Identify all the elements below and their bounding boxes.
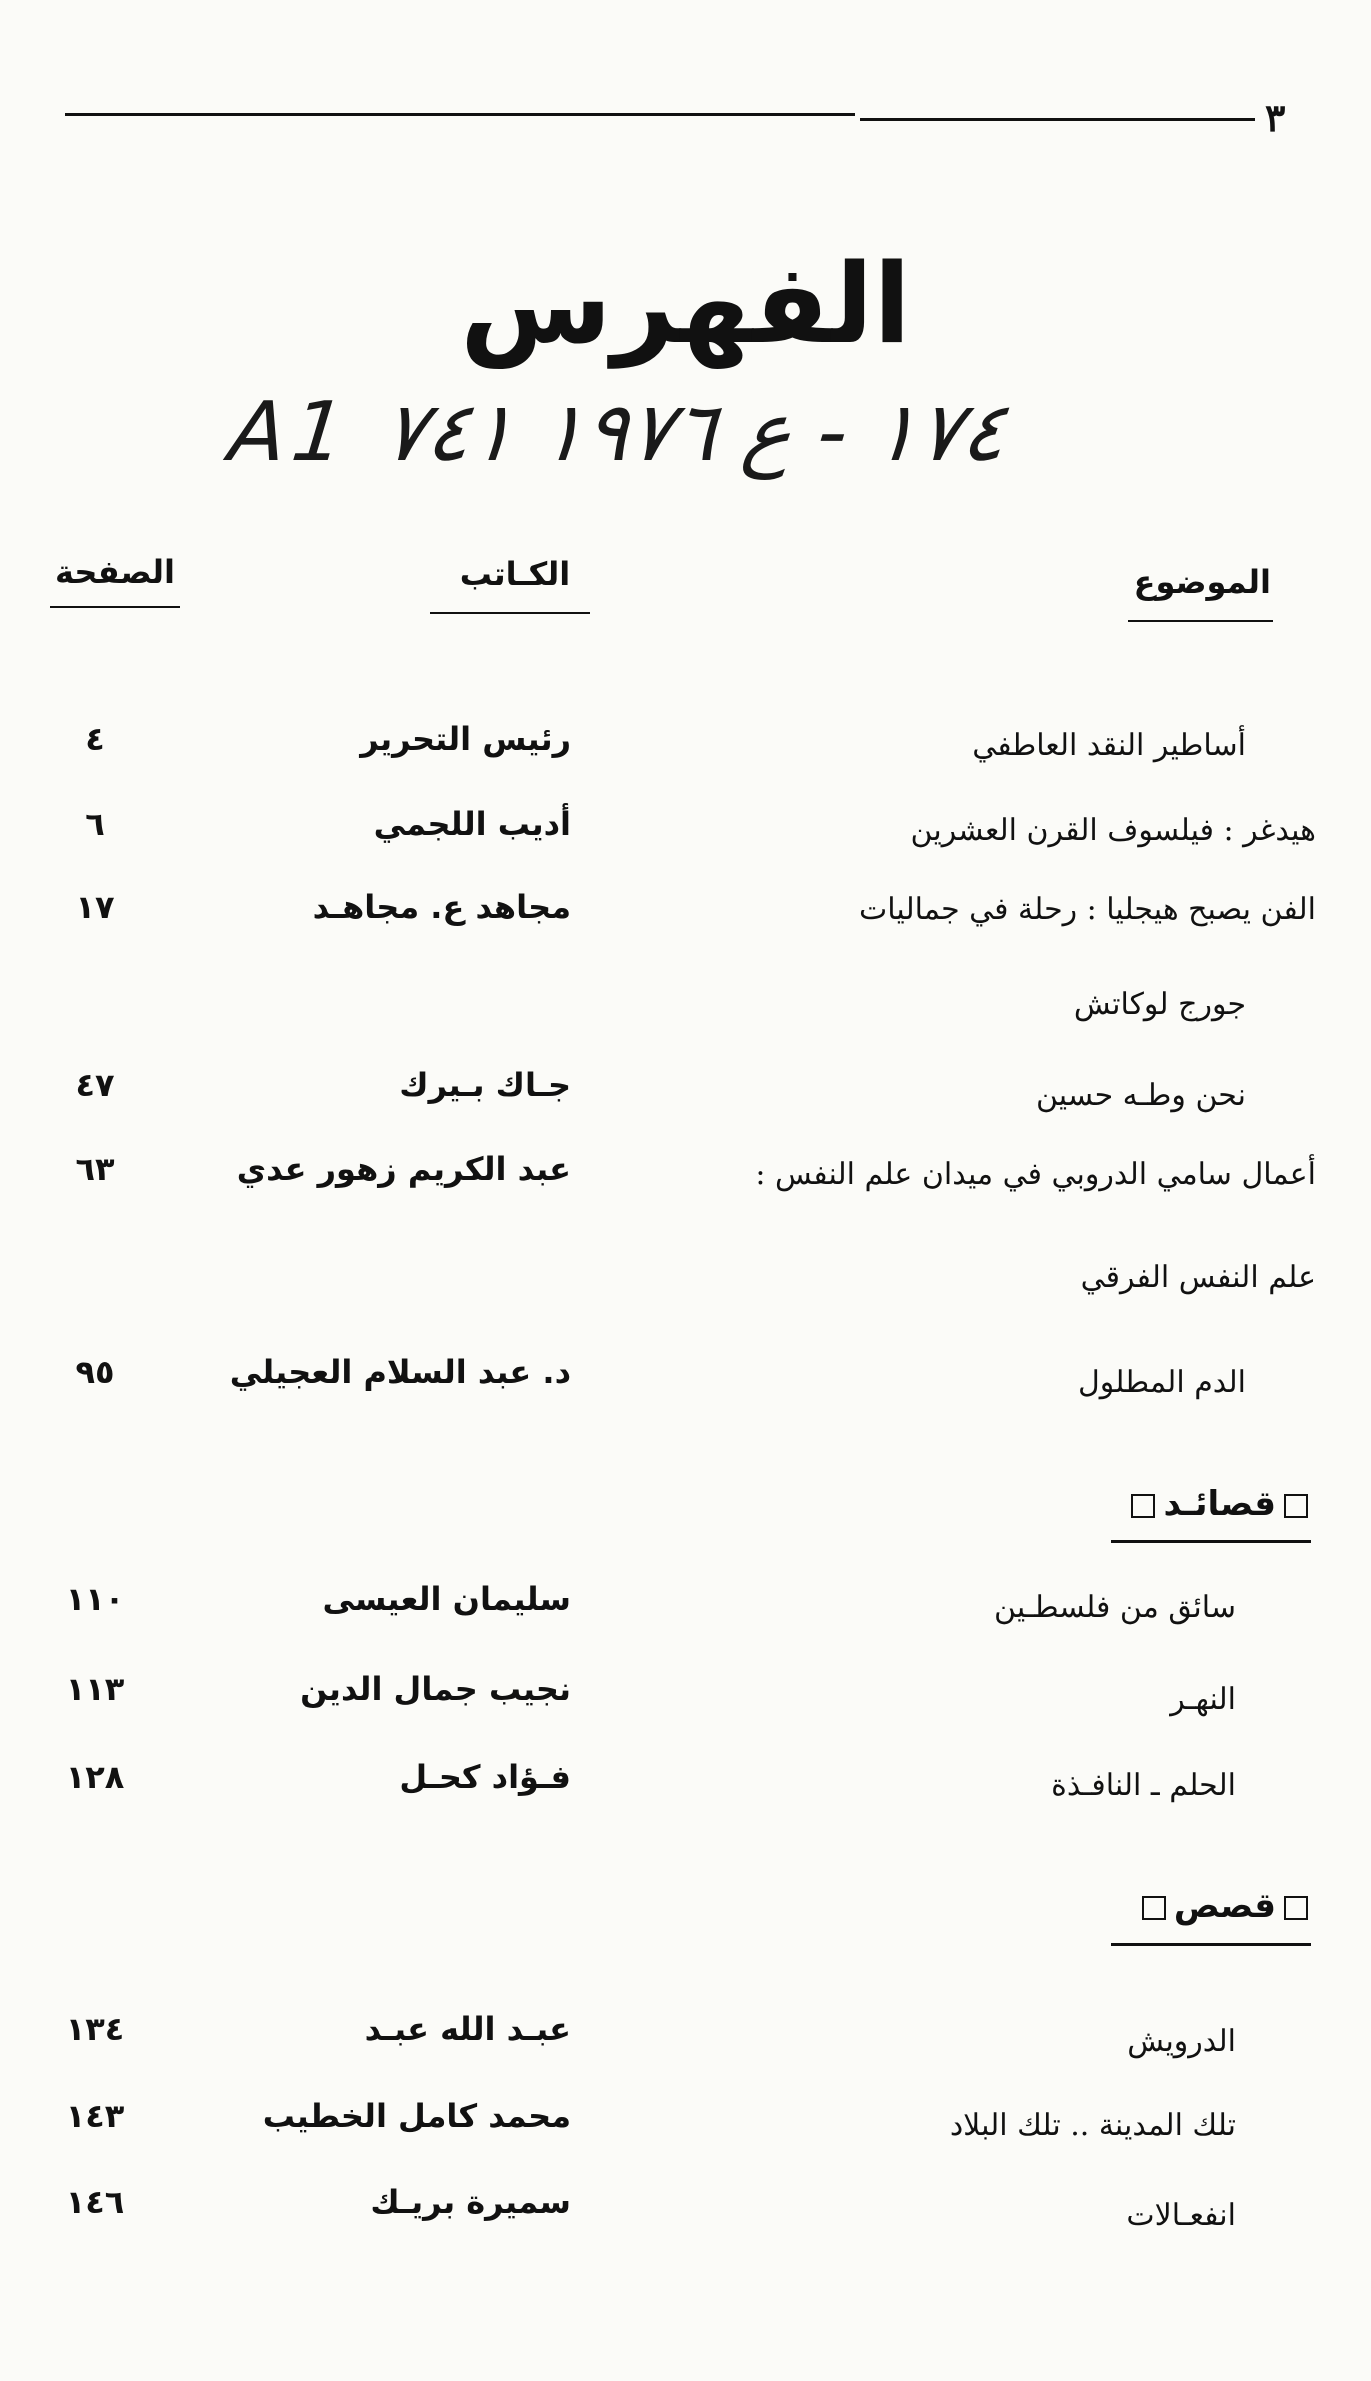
toc-entry-topic: نحن وطـه حسين [1035, 1078, 1246, 1113]
top-rule [860, 118, 1255, 121]
toc-entry-author: سميرة بريـك [370, 2183, 571, 2221]
toc-entry-topic: تلك المدينة .. تلك البلاد [949, 2108, 1236, 2143]
toc-entry-topic: النهـر [1170, 1682, 1236, 1717]
section-underline [1111, 1943, 1311, 1946]
toc-entry-page: ٤ [85, 720, 105, 758]
toc-entry-author: نجيب جمال الدين [300, 1670, 571, 1708]
toc-entry-author: رئيس التحرير [360, 720, 571, 758]
column-header-underline [430, 612, 590, 614]
toc-entry-page: ٩٥ [75, 1353, 115, 1391]
section-heading-poems: قصائـد [1123, 1484, 1316, 1524]
toc-entry-topic: علم النفس الفرقي [1080, 1260, 1316, 1295]
toc-entry-author: عبـد الله عبـد [364, 2010, 571, 2048]
toc-entry-topic: الدرويش [1127, 2024, 1236, 2059]
toc-entry-page: ١٢٨ [65, 1758, 125, 1796]
toc-entry-author: مجاهد ع. مجاهـد [312, 888, 571, 926]
toc-entry-topic: أعمال سامي الدروبي في ميدان علم النفس : [755, 1157, 1316, 1192]
toc-entry-page: ٦٣ [75, 1150, 115, 1188]
toc-entry-topic: سائق من فلسطـين [994, 1590, 1236, 1625]
toc-entry-topic: الدم المطلول [1078, 1365, 1246, 1400]
toc-entry-page: ٦ [85, 805, 105, 843]
toc-entry-page: ١١٣ [65, 1670, 125, 1708]
toc-entry-author: د. عبد السلام العجيلي [229, 1353, 571, 1391]
square-icon [1284, 1896, 1308, 1920]
column-header-underline [1128, 620, 1273, 622]
square-icon [1284, 1494, 1308, 1518]
toc-entry-topic: الفن يصبح هيجليا : رحلة في جماليات [859, 892, 1316, 927]
toc-entry-topic: الحلم ـ النافـذة [1051, 1768, 1236, 1803]
toc-entry-author: محمد كامل الخطيب [262, 2097, 571, 2135]
toc-entry-author: أديب اللجمي [373, 805, 571, 843]
square-icon [1142, 1896, 1166, 1920]
toc-entry-page: ١٤٣ [65, 2097, 125, 2135]
toc-entry-topic: انفعـالات [1126, 2198, 1236, 2233]
toc-entry-page: ١٧ [75, 888, 115, 926]
column-header-topic: الموضوع [1133, 563, 1271, 601]
toc-entry-topic: جورج لوكاتش [1073, 987, 1246, 1022]
section-heading-stories: قصص [1134, 1886, 1316, 1926]
column-header-page: الصفحة [54, 553, 175, 591]
top-rule [65, 113, 855, 116]
toc-entry-page: ١٤٦ [65, 2183, 125, 2221]
page-title: الفهرس [459, 240, 911, 368]
toc-entry-page: ١١٠ [65, 1580, 125, 1618]
handwritten-catalog-note: A1 ١٧٤ - ع ١٩٧٦ ٧٤١ [225, 385, 1011, 480]
page-number: ٣ [1265, 95, 1286, 140]
toc-entry-topic: هيدغر : فيلسوف القرن العشرين [910, 813, 1316, 848]
column-header-underline [50, 606, 180, 608]
section-underline [1111, 1540, 1311, 1543]
toc-entry-page: ٤٧ [75, 1066, 115, 1104]
toc-entry-author: سليمان العيسى [322, 1580, 571, 1618]
toc-entry-page: ١٣٤ [65, 2010, 125, 2048]
column-header-author: الكـاتب [459, 555, 571, 593]
toc-entry-author: فـؤاد كحـل [399, 1758, 571, 1796]
square-icon [1131, 1494, 1155, 1518]
toc-entry-topic: أساطير النقد العاطفي [972, 728, 1246, 763]
toc-entry-author: عبد الكريم زهور عدي [236, 1150, 571, 1188]
toc-entry-author: جـاك بـيرك [399, 1066, 571, 1104]
